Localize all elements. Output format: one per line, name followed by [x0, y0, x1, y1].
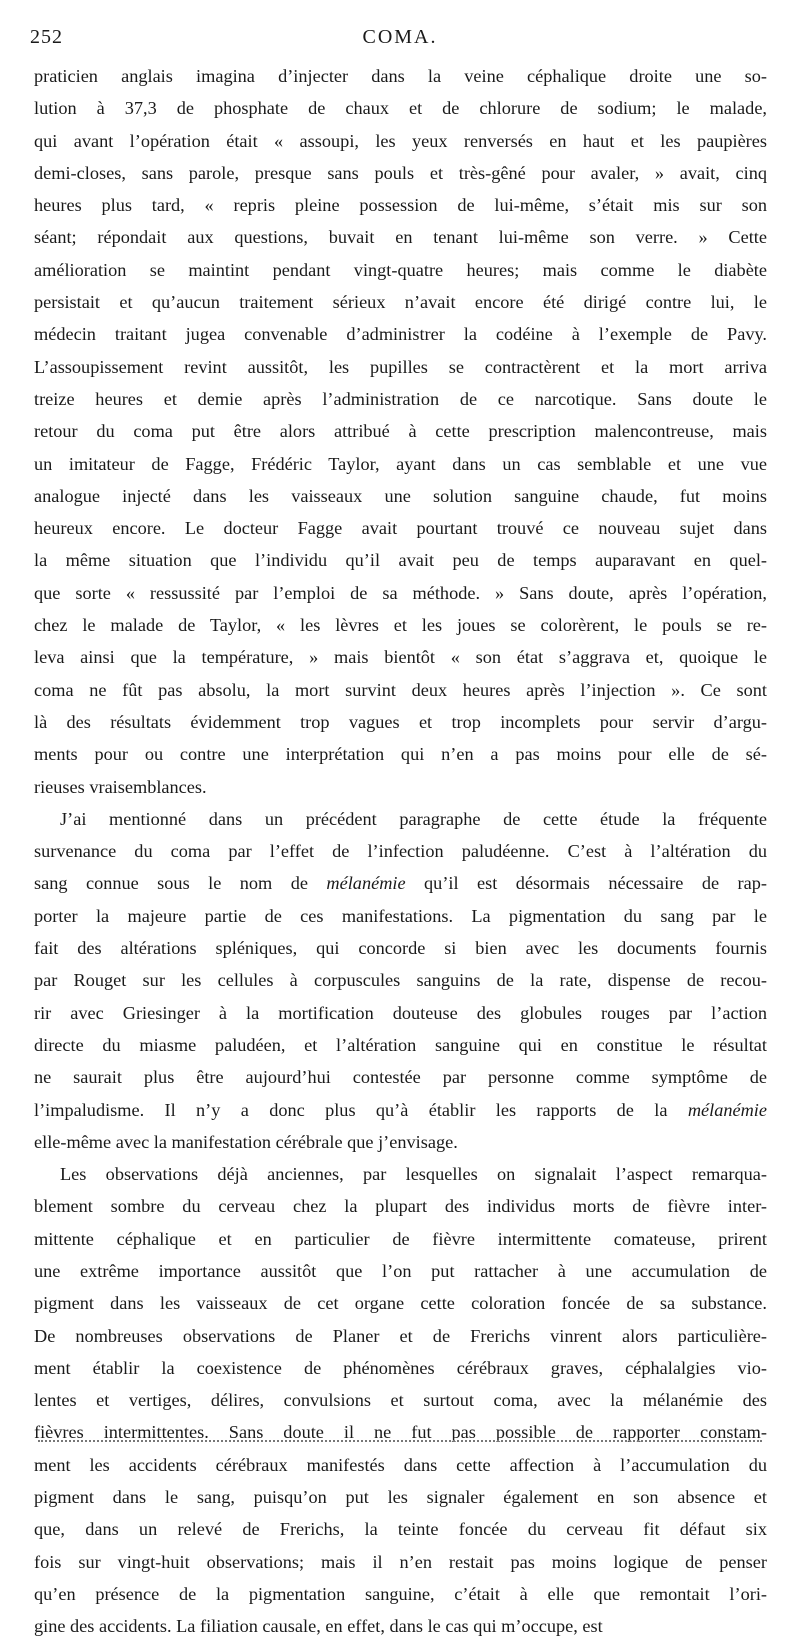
text-line: De nombreuses observations de Planer et de Frerichs vinrent alors particulière-	[34, 1325, 767, 1346]
text-line: rir avec Griesinger à la mortification douteuse des globules rouges par l’action	[34, 1002, 767, 1023]
text-line: pigment dans les vaisseaux de cet organe cette coloration foncée de sa substance.	[34, 1293, 767, 1314]
text-line: blement sombre du cerveau chez la plupart des individus morts de fièvre inter-	[34, 1196, 767, 1217]
text-line: rieuses vraisemblances.	[34, 776, 207, 797]
text-line: lution à 37,3 de phosphate de chaux et de chlorure de sodium; le malade,	[34, 98, 767, 119]
text-line: sang connue sous le nom de mélanémie qu’il est désormais nécessaire de rap-	[34, 873, 767, 894]
text-line: survenance du coma par l’effet de l’infection paludéenne. C’est à l’altération du	[34, 841, 767, 862]
text-line: là des résultats évidemment trop vagues et trop incomplets pour servir d’argu-	[34, 711, 767, 732]
page-header	[30, 26, 770, 54]
text-line: fièvres intermittentes. Sans doute il ne fut pas possible de rapporter constam-	[34, 1422, 767, 1443]
text-line: par Rouget sur les cellules à corpuscules sanguins de la rate, dispense de recou-	[34, 970, 767, 991]
running-title: COMA.	[362, 26, 438, 48]
text-line: treize heures et demie après l’administration de ce narcotique. Sans doute le	[34, 388, 767, 409]
text-line: fait des altérations spléniques, qui concorde si bien avec les documents fournis	[34, 938, 767, 959]
text-line: un imitateur de Fagge, Frédéric Taylor, ayant dans un cas semblable et une vue	[34, 453, 767, 474]
paragraph	[34, 1158, 767, 1642]
text-line: demi-closes, sans parole, presque sans pouls et très-gêné pour avaler, » avait, cinq	[34, 162, 767, 183]
text-line: heures plus tard, « repris pleine possession de lui-même, s’était mis sur son	[34, 195, 767, 216]
paragraph	[34, 803, 767, 1158]
body-text	[34, 60, 767, 1643]
text-line: chez le malade de Taylor, « les lèvres et les joues se colorèrent, le pouls se re-	[34, 615, 767, 636]
text-line: séant; répondait aux questions, buvait en tenant lui-même son verre. » Cette	[34, 227, 767, 248]
text-line: l’impaludisme. Il n’y a donc plus qu’à établir les rapports de la mélanémie	[34, 1099, 767, 1120]
text-line: lentes et vertiges, délires, convulsions et surtout coma, avec la mélanémie des	[34, 1390, 767, 1411]
text-line: mittente céphalique et en particulier de fièvre intermittente comateuse, prirent	[34, 1228, 767, 1249]
text-line: ne saurait plus être aujourd’hui contestée par personne comme symptôme de	[34, 1067, 767, 1088]
text-line: une extrême importance aussitôt que l’on put rattacher à une accumulation de	[34, 1260, 767, 1281]
text-line: persistait et qu’aucun traitement sérieux n’avait encore été dirigé contre lui, le	[34, 292, 767, 313]
text-line: leva ainsi que la température, » mais bientôt « son état s’aggrava et, quoique le	[34, 647, 767, 668]
text-line: directe du miasme paludéen, et l’altération sanguine qui en constitue le résultat	[34, 1034, 767, 1055]
text-line: ment les accidents cérébraux manifestés dans cette affection à l’accumulation du	[34, 1454, 767, 1475]
text-line: amélioration se maintint pendant vingt-quatre heures; mais comme le diabète	[34, 259, 767, 280]
footer-dotted-rule	[38, 1440, 762, 1442]
text-line: heureux encore. Le docteur Fagge avait pourtant trouvé ce nouveau sujet dans	[34, 518, 767, 539]
text-line: retour du coma put être alors attribué à cette prescription malencontreuse, mais	[34, 421, 767, 442]
text-line: fois sur vingt-huit observations; mais il n’en restait pas moins logique de penser	[34, 1551, 767, 1572]
text-line: coma ne fût pas absolu, la mort survint deux heures après l’injection ». Ce sont	[34, 679, 767, 700]
text-line: la même situation que l’individu qu’il avait peu de temps auparavant en quel-	[34, 550, 767, 571]
text-line: L’assoupissement revint aussitôt, les pupilles se contractèrent et la mort arriva	[34, 356, 767, 377]
paragraph	[34, 60, 767, 803]
text-line: gine des accidents. La filiation causale, en effet, dans le cas qui m’occupe, est	[34, 1616, 603, 1637]
page-number: 252	[30, 26, 63, 48]
text-line: que, dans un relevé de Frerichs, la teinte foncée du cerveau fit défaut six	[34, 1519, 767, 1540]
text-line: J’ai mentionné dans un précédent paragraphe de cette étude la fréquente	[60, 808, 767, 829]
text-line: elle-même avec la manifestation cérébrale que j’envisage.	[34, 1131, 458, 1152]
text-line: ment établir la coexistence de phénomènes cérébraux graves, céphalalgies vio-	[34, 1357, 767, 1378]
text-line: médecin traitant jugea convenable d’administrer la codéine à l’exemple de Pavy.	[34, 324, 767, 345]
text-line: praticien anglais imagina d’injecter dans la veine céphalique droite une so-	[34, 66, 767, 86]
text-line: analogue injecté dans les vaisseaux une solution sanguine chaude, fut moins	[34, 485, 767, 506]
text-line: pigment dans le sang, puisqu’on put les signaler également en son absence et	[34, 1487, 767, 1508]
text-line: porter la majeure partie de ces manifestations. La pigmentation du sang par le	[34, 905, 767, 926]
text-line: qu’en présence de la pigmentation sanguine, c’était à elle que remontait l’ori-	[34, 1583, 767, 1604]
text-line: Les observations déjà anciennes, par lesquelles on signalait l’aspect remarqua-	[60, 1164, 767, 1185]
text-line: qui avant l’opération était « assoupi, les yeux renversés en haut et les paupières	[34, 130, 767, 151]
text-line: que sorte « ressussité par l’emploi de sa méthode. » Sans doute, après l’opération,	[34, 582, 767, 603]
text-line: ments pour ou contre une interprétation qui n’en a pas moins pour elle de sé-	[34, 744, 767, 765]
